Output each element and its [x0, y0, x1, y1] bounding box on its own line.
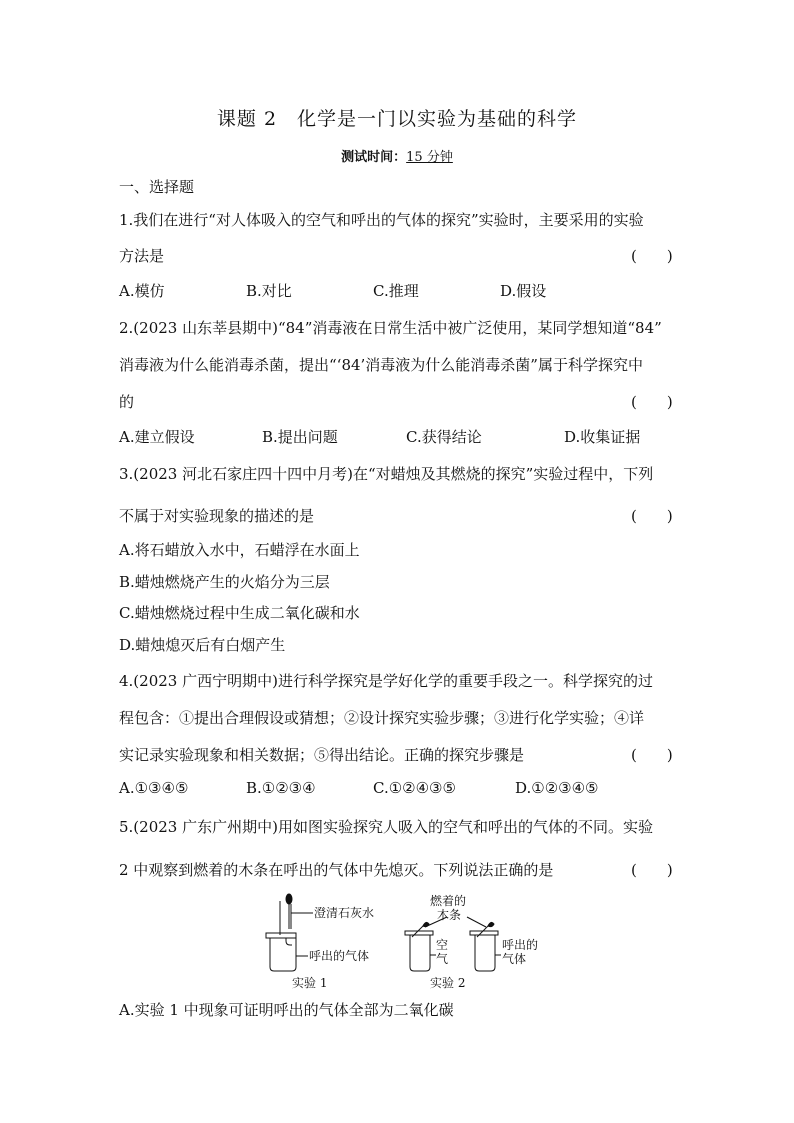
test-time-label: 测试时间： — [341, 150, 407, 165]
test-time-value: 15 分钟 — [406, 150, 453, 165]
q2-stem-line1: 2.(2023 山东莘县期中)“84”消毒液在日常生活中被广泛使用，某同学想知道“84” — [119, 319, 662, 337]
q2-stem-line2: 消毒液为什么能消毒杀菌，提出“‘84’消毒液为什么能消毒杀菌”属于科学探究中 — [119, 356, 643, 374]
label-exhaled-gas-2a: 呼出的 — [502, 938, 539, 952]
q1-option-a: A.模仿 — [119, 282, 165, 300]
label-air-2: 气 — [436, 952, 449, 966]
q3-option-c: C.蜡烛燃烧过程中生成二氧化碳和水 — [119, 604, 360, 622]
label-exhaled-gas-2b: 气体 — [502, 952, 527, 966]
q5-option-a: A.实验 1 中现象可证明呼出的气体全部为二氧化碳 — [119, 1001, 454, 1019]
q5-answer-blank: ( ) — [631, 861, 673, 879]
q1-option-d: D.假设 — [500, 282, 547, 300]
label-burning: 燃着的 — [430, 894, 467, 908]
q5-stem-line2: 2 中观察到燃着的木条在呼出的气体中先熄灭。下列说法正确的是 — [119, 861, 554, 879]
q1-stem-line2: 方法是 — [119, 247, 165, 265]
q4-option-a: A.①③④⑤ — [119, 779, 189, 797]
caption-experiment1: 实验 1 — [292, 976, 328, 990]
q2-option-d: D.收集证据 — [564, 428, 641, 446]
page-title: 课题 2 化学是一门以实验为基础的科学 — [216, 108, 578, 130]
experiment1-apparatus — [266, 894, 313, 971]
q4-stem-line1: 4.(2023 广西宁明期中)进行科学探究是学好化学的重要手段之一。科学探究的过 — [119, 672, 653, 690]
q2-answer-blank: ( ) — [631, 393, 673, 411]
flame-icon — [488, 922, 494, 926]
q1-option-c: C.推理 — [373, 282, 419, 300]
q2-stem-line3: 的 — [119, 393, 135, 411]
q3-stem-line1: 3.(2023 河北石家庄四十四中月考)在“对蜡烛及其燃烧的探究”实验过程中，下列 — [119, 465, 654, 483]
q3-answer-blank: ( ) — [631, 507, 673, 525]
q2-option-b: B.提出问题 — [262, 428, 338, 446]
q5-stem-line1: 5.(2023 广东广州期中)用如图实验探究人吸入的空气和呼出的气体的不同。实验 — [119, 818, 653, 836]
q4-option-c: C.①②④③⑤ — [373, 779, 456, 797]
q3-stem-line2: 不属于对实验现象的描述的是 — [119, 507, 315, 525]
q1-stem-line1: 1.我们在进行“对人体吸入的空气和呼出的气体的探究”实验时，主要采用的实验 — [119, 211, 644, 229]
q3-option-d: D.蜡烛熄灭后有白烟产生 — [119, 636, 286, 654]
q3-option-b: B.蜡烛燃烧产生的火焰分为三层 — [119, 573, 330, 591]
dropper-bulb-icon — [286, 894, 292, 904]
section-heading: 一、选择题 — [119, 178, 195, 196]
q1-option-b: B.对比 — [246, 282, 292, 300]
test-time — [0, 146, 794, 165]
q4-option-b: B.①②③④ — [246, 779, 316, 797]
label-air-1: 空 — [436, 938, 449, 952]
caption-experiment2: 实验 2 — [430, 976, 466, 990]
label-wood-stick: 木条 — [437, 908, 462, 922]
q4-stem-line2: 程包含：①提出合理假设或猜想；②设计探究实验步骤；③进行化学实验；④详 — [119, 709, 645, 727]
q4-stem-line3: 实记录实验现象和相关数据；⑤得出结论。正确的探究步骤是 — [119, 746, 525, 764]
label-limewater: 澄清石灰水 — [314, 906, 375, 920]
q4-option-d: D.①②③④⑤ — [515, 779, 599, 797]
q2-option-a: A.建立假设 — [119, 428, 195, 446]
label-exhaled-gas-1: 呼出的气体 — [309, 949, 370, 963]
q3-option-a: A.将石蜡放入水中，石蜡浮在水面上 — [119, 541, 360, 559]
q1-answer-blank: ( ) — [631, 247, 673, 265]
q4-answer-blank: ( ) — [631, 746, 673, 764]
experiment-figure — [262, 893, 542, 993]
experiment2-apparatus — [405, 917, 501, 971]
q2-option-c: C.获得结论 — [406, 428, 482, 446]
